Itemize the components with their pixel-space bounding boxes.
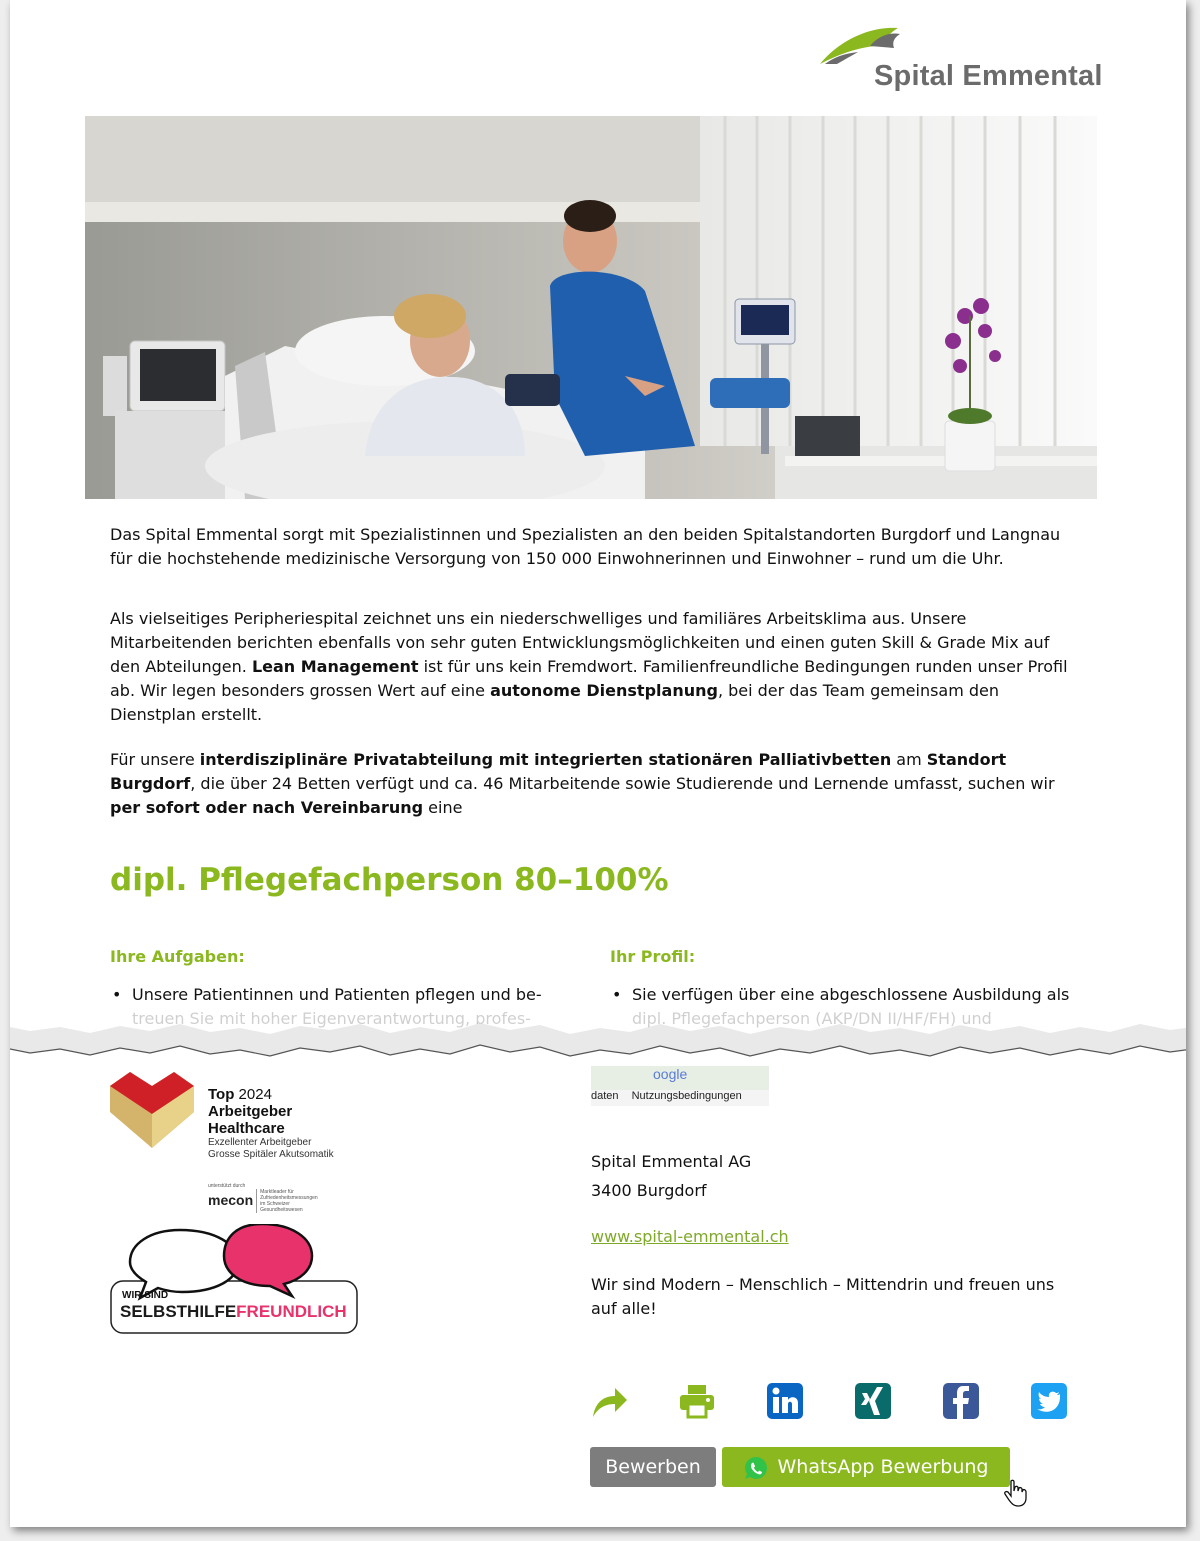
google-logo: oogle bbox=[653, 1066, 688, 1082]
company-name: Spital Emmental AG bbox=[591, 1152, 752, 1171]
spital-emmental-logo[interactable] bbox=[818, 24, 1103, 99]
mecon-logo: unterstützt durch meconMarktleader für Zufriedenheitsmessungen im Schweizer Gesundheitswesen bbox=[208, 1183, 320, 1213]
job-ad-page: Spital Emmental Das Spital Emmental sorgt mit Spezialistinnen und Spezialisten an den beiden Spitalstandorten Burgdorf und Langnau für die hochstehende medizinische Versorgung von 150 000 Einwohnerinnen und Einwohner – rund um die Uhr. Als vielseitiges Peripheriespital zeichnet uns ein niederschwelliges und familiäres Arbeitsklima aus. Unsere Mitarbeitenden berichten ebenfalls von sehr guten Entwicklungsmöglichkeiten und einen guten Skill & Grade Mix auf den Abteilungen. Lean Management ist für uns kein Fremdwort. Familienfreundliche Bedingungen runden unser Profil ab. Wir legen besonders grossen Wert auf eine autonome Dienstplanung, bei der das Team gemeinsam den Dienstplan erstellt. Für unsere interdisziplinäre Privatabteilung mit integrierten stationären Palliativbetten am Standort Burgdorf, die über 24 Betten verfügt und ca. 46 Mitarbeitende sowie Studierende und Lernende umfasst, suchen wir per sofort oder nach Vereinbarung eine dipl. Pflegefachperson 80–100% Ihre Aufgaben: Ihr Profil: • Unsere Patientinnen und Patienten pflegen und be- • Sie verfügen über eine abgeschlossene Ausbildung als Top 2024 Arbeitgeber Healthcare Exzellenter Arbeitgeber Grosse Spitäler Akutsomatik unterstützt durch meconMarktleader für Zufriedenheitsmessungen im Schweizer Gesundheitswesen WIR SIND SELBSTHILFEFREUNDLICH oogle daten Nutzungsbedingungen Spital Emmental AG 3400 Burgdorf www.spital-emmental.ch Wir sind Modern – Menschlich – Mittendrin und freuen uns auf alle! Bewerben WhatsApp Bewerbung bbox=[10, 0, 1186, 1527]
logo-swoosh-icon bbox=[818, 24, 1088, 64]
company-city: 3400 Burgdorf bbox=[591, 1181, 707, 1200]
intro-paragraph-2: Als vielseitiges Peripheriespital zeichnet uns ein niederschwelliges und familiäres Arbeitsklima aus. Unsere Mitarbeitenden berichten ebenfalls von sehr guten Entwicklungsmöglichkeiten und einen guten Skill & Grade Mix auf den Abteilungen. Lean Management ist für uns kein Fremdwort. Familienfreundliche Bedingungen runden unser Profil ab. Wir legen besonders grossen Wert auf eine autonome Dienstplanung, bei der das Team gemeinsam den Dienstplan erstellt. bbox=[110, 609, 1068, 724]
map-data-link[interactable]: daten bbox=[591, 1090, 619, 1102]
share-icon[interactable] bbox=[591, 1383, 627, 1419]
profile-heading: Ihr Profil: bbox=[610, 947, 696, 966]
map-embed[interactable] bbox=[591, 1066, 769, 1106]
tasks-heading: Ihre Aufgaben: bbox=[110, 947, 245, 966]
logo-text: Spital Emmental bbox=[874, 60, 1103, 92]
whatsapp-apply-button[interactable] bbox=[722, 1447, 1010, 1487]
slogan: Wir sind Modern – Menschlich – Mittendrin und freuen uns auf alle! bbox=[591, 1275, 1055, 1318]
bullet-icon: • bbox=[112, 985, 122, 1004]
facebook-icon[interactable] bbox=[943, 1383, 979, 1419]
whatsapp-button-label: WhatsApp Bewerbung bbox=[777, 1456, 989, 1478]
map-terms-link[interactable]: Nutzungsbedingungen bbox=[631, 1090, 742, 1102]
apply-button[interactable]: Bewerben bbox=[590, 1447, 716, 1487]
website-link-wrap bbox=[591, 1225, 789, 1249]
hand-cursor-icon bbox=[1003, 1479, 1027, 1507]
whatsapp-icon bbox=[744, 1456, 768, 1480]
twitter-icon[interactable] bbox=[1031, 1383, 1067, 1419]
bullet-icon: • bbox=[612, 985, 622, 1004]
print-icon[interactable] bbox=[679, 1383, 715, 1419]
share-toolbar bbox=[591, 1383, 1071, 1423]
intro-paragraph-3: Für unsere interdisziplinäre Privatabteilung mit integrierten stationären Palliativbetten am Standort Burgdorf, die über 24 Betten verfügt und ca. 46 Mitarbeitende sowie Studierende und Lernende umfasst, suchen wir per sofort oder nach Vereinbarung eine bbox=[110, 750, 1055, 817]
linkedin-icon[interactable] bbox=[767, 1383, 803, 1419]
hospital-room-photo-icon bbox=[85, 116, 1097, 499]
award-text: Top 2024 Arbeitgeber Healthcare Exzellenter Arbeitgeber Grosse Spitäler Akutsomatik bbox=[208, 1086, 334, 1160]
selbsthilfe-badge: WIR SIND SELBSTHILFEFREUNDLICH bbox=[110, 1224, 360, 1336]
intro-paragraph-1: Das Spital Emmental sorgt mit Spezialistinnen und Spezialisten an den beiden Spitalstandorten Burgdorf und Langnau für die hochstehende medizinische Versorgung von 150 000 Einwohnerinnen und Einwohner – rund um die Uhr. bbox=[110, 525, 1061, 568]
xing-icon[interactable] bbox=[855, 1383, 891, 1419]
hero-image bbox=[85, 116, 1097, 499]
website-link[interactable]: www.spital-emmental.ch bbox=[591, 1227, 789, 1246]
job-title: dipl. Pflegefachperson 80–100% bbox=[110, 862, 669, 898]
award-heart-icon bbox=[110, 1072, 194, 1150]
